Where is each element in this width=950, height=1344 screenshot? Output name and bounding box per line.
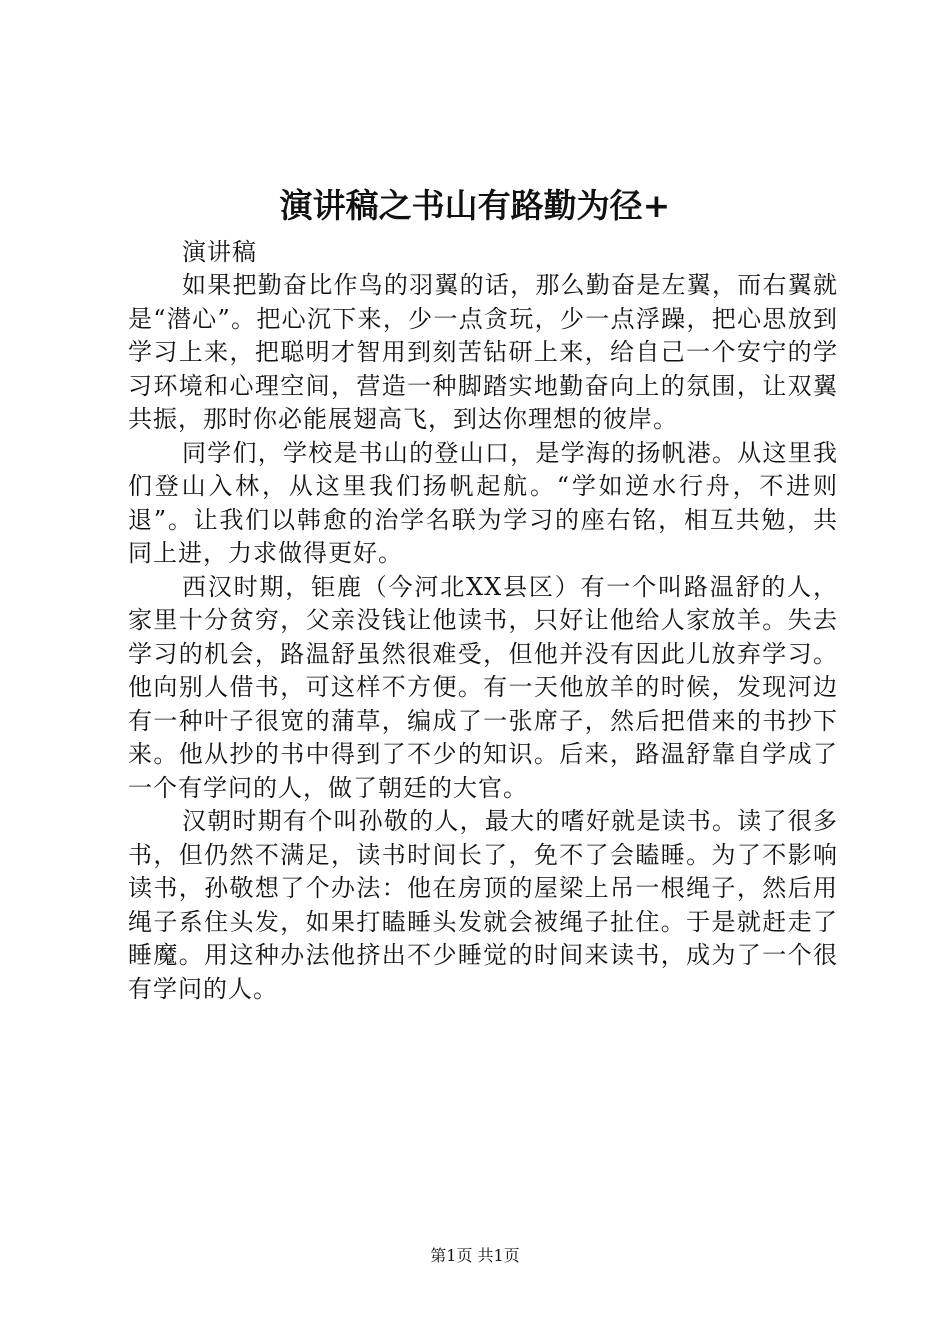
paragraph-3: 西汉时期，钜鹿（今河北XX县区）有一个叫路温舒的人，家里十分贫穷，父亲没钱让他读书，只好让他给人家放羊。失去学习的机会，路温舒虽然很难受，但他并没有因此儿放弃学习。他向别人借书，可这样不方便。有一天他放羊的时候，发现河边有一种叶子很宽的蒲草，编成了一张席子，然后把借来的书抄下来。他从抄的书中得到了不少的知识。后来，路温舒靠自学成了一个有学问的人，做了朝廷的大官。 [128, 572, 838, 802]
document-title: 演讲稿之书山有路勤为径+ [279, 186, 671, 225]
paragraph-1: 如果把勤奋比作鸟的羽翼的话，那么勤奋是左翼，而右翼就是“潜心”。把心沉下来，少一点贪玩，少一点浮躁，把心思放到学习上来，把聪明才智用到刻苦钻研上来，给自己一个安宁的学习环境和心理空间，营造一种脚踏实地勤奋向上的氛围，让双翼共振，那时你必能展翅高飞，到达你理想的彼岸。 [128, 271, 838, 433]
page-footer: 第1页 共1页 [430, 1246, 520, 1265]
document-label: 演讲稿 [182, 238, 257, 266]
paragraph-4: 汉朝时期有个叫孙敬的人，最大的嗜好就是读书。读了很多书，但仍然不满足，读书时间长了，免不了会瞌睡。为了不影响读书，孙敬想了个办法：他在房顶的屋梁上吊一根绳子，然后用绳子系住头发，如果打瞌睡头发就会被绳子扯住。于是就赶走了睡魔。用这种办法他挤出不少睡觉的时间来读书，成为了一个很有学问的人。 [128, 807, 838, 1003]
paragraph-2: 同学们，学校是书山的登山口，是学海的扬帆港。从这里我们登山入林，从这里我们扬帆起航。“学如逆水行舟，不进则退”。让我们以韩愈的治学名联为学习的座右铭，相互共勉，共同上进，力求做得更好。 [128, 438, 838, 567]
document-body [128, 235, 838, 1006]
